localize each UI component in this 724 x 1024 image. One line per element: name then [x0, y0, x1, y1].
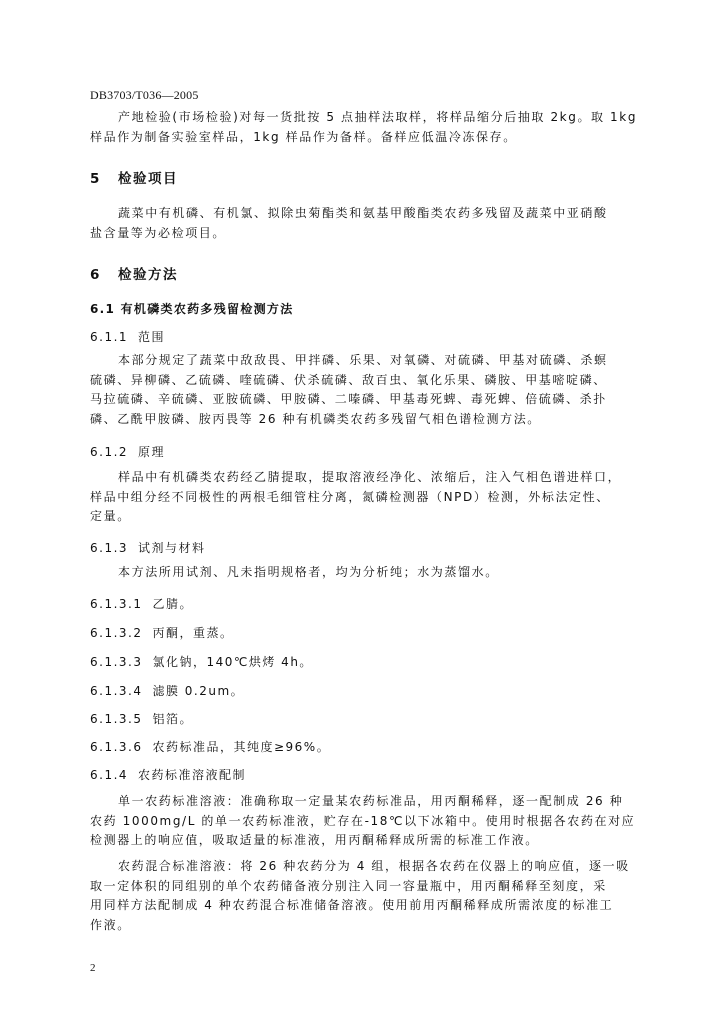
reagent-item [90, 653, 313, 670]
section-number: 5 [90, 171, 101, 187]
section-title: 检验项目 [118, 171, 178, 187]
sampling-line: 产地检验(市场检验)对每一货批按 5 点抽样法取样，将样品缩分后抽取 2kg。取 1kg [118, 110, 638, 124]
section-number: 6.1.1 [90, 330, 129, 344]
body-line: 样品中组分经不同极性的两根毛细管柱分离，氮磷检测器（NPD）检测，外标法定性、 [90, 489, 610, 504]
section-6-1-2-heading [90, 443, 165, 460]
section-title: 范围 [138, 330, 166, 344]
body-line: 用同样方法配制成 4 种农药混合标准储备溶液。使用前用丙酮稀释成所需浓度的标准工 [90, 898, 614, 912]
item-text: 铝箔。 [152, 712, 193, 726]
section-5-heading [90, 167, 178, 187]
section-6-heading [90, 263, 178, 283]
reagent-item [90, 710, 193, 727]
body-line: 蔬菜中有机磷、有机氯、拟除虫菊酯类和氨基甲酸酯类农药多残留及蔬菜中亚硝酸 [118, 206, 608, 220]
section-5-body [90, 204, 656, 243]
section-number: 6.1.3 [90, 541, 129, 555]
body-line: 本部分规定了蔬菜中敌敌畏、甲拌磷、乐果、对氧磷、对硫磷、甲基对硫磷、杀螟 [118, 353, 608, 367]
body-line: 农药 1000mg/L 的单一农药标准液，贮存在-18℃以下冰箱中。使用时根据各农药在对应 [90, 813, 636, 828]
section-6-1-1-heading [90, 328, 165, 345]
item-number: 6.1.3.4 [90, 684, 143, 698]
section-title: 原理 [138, 445, 166, 459]
sampling-paragraph [90, 108, 656, 147]
body-line: 作液。 [90, 917, 131, 932]
body-line: 硫磷、异柳磷、乙硫磷、喹硫磷、伏杀硫磷、敌百虫、氧化乐果、磷胺、甲基嘧啶磷、 [90, 372, 607, 387]
body-line: 马拉硫磷、辛硫磷、亚胺硫磷、甲胺磷、二嗪磷、甲基毒死蜱、毒死蜱、倍硫磷、杀扑 [90, 392, 607, 406]
body-line: 盐含量等为必检项目。 [90, 225, 227, 240]
item-text: 氯化钠，140℃烘烤 4h。 [152, 655, 313, 669]
reagent-item [90, 595, 193, 612]
body-line: 本方法所用试剂、凡未指明规格者，均为分析纯；水为蒸馏水。 [118, 565, 499, 579]
reagent-item [90, 624, 234, 641]
item-number: 6.1.3.3 [90, 655, 143, 669]
reagent-item [90, 738, 330, 755]
section-6-1-1-body [90, 351, 656, 429]
section-6-1-3-body [90, 563, 656, 583]
item-text: 农药标准品，其纯度≥96%。 [152, 740, 331, 754]
section-6-1-2-body [90, 468, 656, 527]
body-line: 农药混合标准溶液：将 26 种农药分为 4 组，根据各农药在仪器上的响应值，逐一吸 [118, 859, 630, 873]
item-number: 6.1.3.2 [90, 626, 143, 640]
item-text: 丙酮，重蒸。 [152, 626, 234, 640]
body-line: 磷、乙酰甲胺磷、胺丙畏等 26 种有机磷类农药多残留气相色谱检测方法。 [90, 411, 541, 426]
item-number: 6.1.3.1 [90, 597, 143, 611]
body-line: 单一农药标准溶液：准确称取一定量某农药标准品，用丙酮稀释，逐一配制成 26 种 [118, 794, 624, 808]
body-line: 取一定体积的同组别的单个农药储备液分别注入同一容量瓶中，用丙酮稀释至刻度，采 [90, 878, 607, 893]
section-title: 检验方法 [118, 267, 178, 283]
section-title: 农药标准溶液配制 [138, 768, 247, 782]
body-line: 样品中有机磷类农药经乙腈提取，提取溶液经净化、浓缩后，注入气相色谱进样口， [118, 470, 622, 484]
item-text: 乙腈。 [152, 597, 193, 611]
reagent-item [90, 682, 244, 699]
section-number: 6.1.4 [90, 768, 129, 782]
page-number: 2 [90, 962, 96, 974]
section-6-1-3-heading [90, 539, 206, 556]
item-number: 6.1.3.6 [90, 740, 143, 754]
document-id: DB3703/T036—2005 [90, 88, 199, 102]
section-title: 试剂与材料 [138, 541, 206, 555]
single-standard-paragraph [90, 792, 656, 851]
sampling-line: 样品作为制备实验室样品，1kg 样品作为备样。备样应低温冷冻保存。 [90, 129, 517, 144]
item-number: 6.1.3.5 [90, 712, 143, 726]
section-6-1-heading: 6.1 有机磷类农药多残留检测方法 [90, 302, 294, 316]
mixed-standard-paragraph [90, 857, 656, 935]
section-6-1-4-heading [90, 766, 246, 783]
section-number: 6.1.2 [90, 445, 129, 459]
body-line: 检测器上的响应值，吸取适量的标准液，用丙酮稀释成所需的标准工作液。 [90, 833, 539, 847]
section-number: 6 [90, 267, 101, 283]
body-line: 定量。 [90, 509, 131, 523]
item-text: 滤膜 0.2um。 [152, 684, 245, 698]
